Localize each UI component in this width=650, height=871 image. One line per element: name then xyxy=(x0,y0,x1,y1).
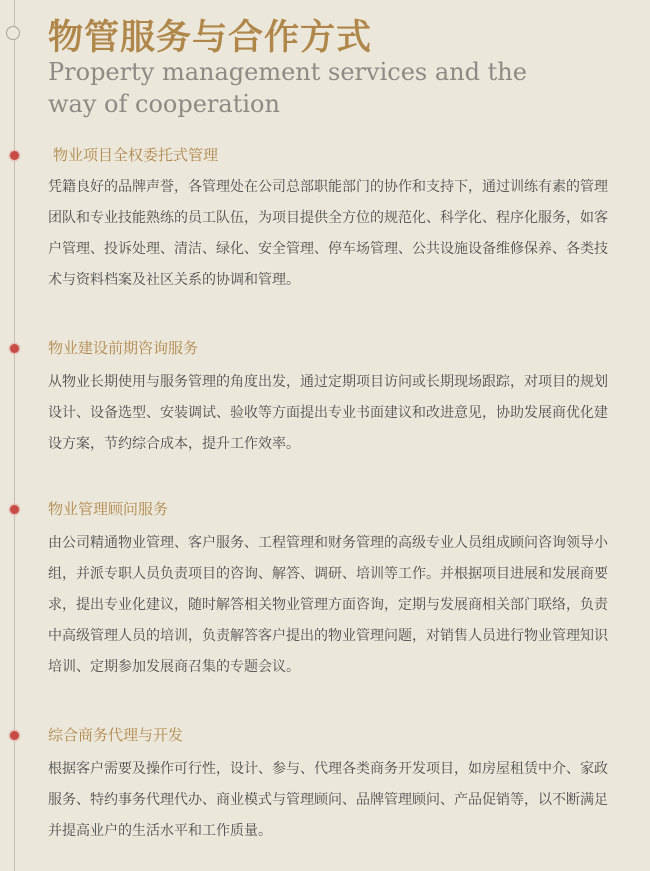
page-title: 物管服务与合作方式 xyxy=(48,18,373,58)
section-body: 根据客户需要及操作可行性，设计、参与、代理各类商务开发项目，如房屋租赁中介、家政服务、特约事务代理代办、商业模式与管理顾问、品牌管理顾问、产品促销等，以不断满足并提高业户的生活水平和工作质量。 xyxy=(48,761,608,839)
section-title: 物业项目全权委托式管理 xyxy=(53,146,219,164)
timeline-dot-icon xyxy=(10,505,19,514)
timeline-dot-icon xyxy=(10,344,19,353)
section-full-entrustment xyxy=(53,144,613,166)
section-body: 凭籍良好的品牌声誉，各管理处在公司总部职能部门的协作和支持下，通过训练有素的管理团队和专业技能熟练的员工队伍，为项目提供全方位的规范化、科学化、程序化服务，如客户管理、投诉处理、清洁、绿化、安全管理、停车场管理、公共设施设备维修保养、各类技术与资料档案及社区关系的协调和管理。 xyxy=(48,179,608,288)
section-title: 物业建设前期咨询服务 xyxy=(48,339,199,357)
section-title: 综合商务代理与开发 xyxy=(48,726,184,744)
timeline-dot-icon xyxy=(10,731,19,740)
section-body: 由公司精通物业管理、客户服务、工程管理和财务管理的高级专业人员组成顾问咨询领导小组，并派专职人员负责项目的咨询、解答、调研、培训等工作。并根据项目进展和发展商要求，提出专业化建议，随时解答相关物业管理方面咨询，定期与发展商相关部门联络，负责中高级管理人员的培训，负责解答客户提出的物业管理问题，对销售人员进行物业管理知识培训、定期参加发展商召集的专题会议。 xyxy=(48,535,608,675)
timeline-line xyxy=(14,0,15,871)
section-title: 物业管理顾问服务 xyxy=(48,500,169,518)
timeline-start-circle-icon xyxy=(6,26,20,40)
section-business-agency xyxy=(48,724,608,847)
section-pre-construction-consulting xyxy=(48,337,608,460)
page-subtitle: Property management services and the way of cooperation xyxy=(48,58,527,118)
section-body: 从物业长期使用与服务管理的角度出发，通过定期项目访问或长期现场跟踪，对项目的规划设计、设备选型、安装调试、验收等方面提出专业书面建议和改进意见，协助发展商优化建设方案，节约综合成本，提升工作效率。 xyxy=(48,374,608,452)
section-full-entrustment-body-wrap xyxy=(48,172,608,296)
section-management-consulting xyxy=(48,498,608,683)
timeline-dot-icon xyxy=(10,151,19,160)
